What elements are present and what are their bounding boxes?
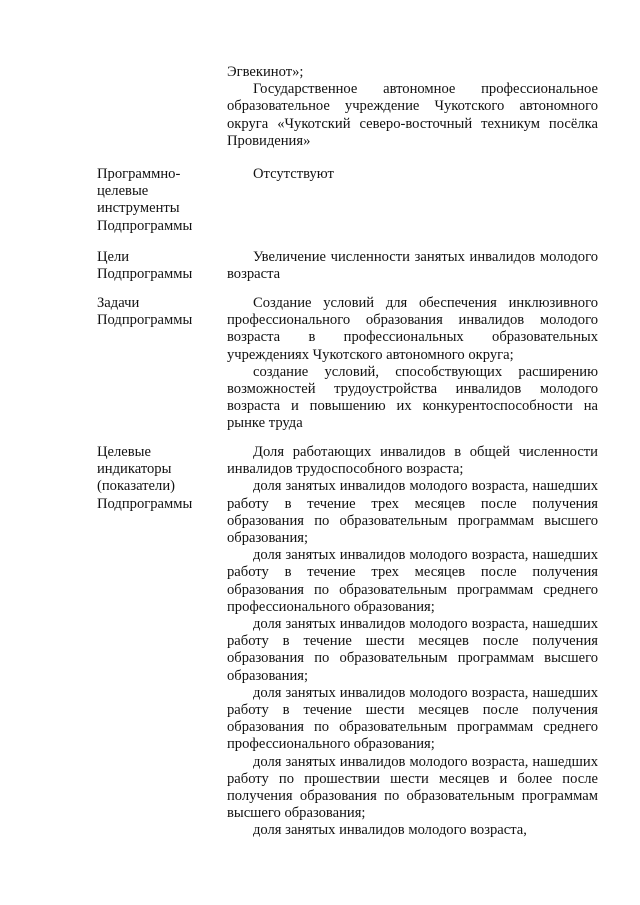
paragraph: Эгвекинот»; xyxy=(227,64,304,80)
row-label-line: Подпрограммы xyxy=(97,495,193,512)
row-label-line: Подпрограммы xyxy=(97,312,193,329)
paragraph: доля занятых инвалидов молодого возраста, нашедших работу в течение шести месяцев после получения образования по образовательным программам высшего образования; xyxy=(227,616,598,684)
paragraph: доля занятых инвалидов молодого возраста, нашедших работу в течение шести месяцев после получения образования по образовательным программам среднего профессионального образования; xyxy=(227,684,598,753)
row-content xyxy=(227,64,598,150)
row-content xyxy=(227,295,598,433)
row-label xyxy=(97,295,222,329)
row-label-line: инструменты xyxy=(97,200,180,217)
paragraph: Увеличение численности занятых инвалидов молодого возраста xyxy=(227,249,598,283)
row-label-line: Целевые xyxy=(97,444,151,460)
row-label-line: Подпрограммы xyxy=(97,217,193,234)
row-label-line: Подпрограммы xyxy=(97,266,193,283)
row-label xyxy=(97,249,222,283)
paragraph: Государственное автономное профессиональное образовательное учреждение Чукотского автономного округа «Чукотский северо-восточный техникум посёлка Провидения» xyxy=(227,81,598,149)
paragraph: доля занятых инвалидов молодого возраста, нашедших работу в течение трех месяцев после получения образования по образовательным программам среднего профессионального образования; xyxy=(227,547,598,615)
row-label-line: (показатели) xyxy=(97,478,175,495)
row-label-line: Задачи xyxy=(97,295,140,311)
row-label-line: индикаторы xyxy=(97,461,172,478)
paragraph: Создание условий для обеспечения инклюзивного профессионального образования инвалидов молодого возраста в профессиональных образовательных учреждениях Чукотского автономного округа; xyxy=(227,295,598,363)
paragraph: Отсутствуют xyxy=(253,166,334,182)
row-label-line: Программно- xyxy=(97,166,181,182)
row-content xyxy=(227,444,598,840)
row-content xyxy=(227,166,598,183)
paragraph: доля занятых инвалидов молодого возраста, нашедших работу в течение трех месяцев после получения образования по образовательным программам высшего образования; xyxy=(227,478,598,547)
row-label-line: Цели xyxy=(97,249,130,265)
paragraph: Доля работающих инвалидов в общей численности инвалидов трудоспособного возраста; xyxy=(227,444,598,478)
paragraph: доля занятых инвалидов молодого возраста, xyxy=(253,822,527,839)
row-label xyxy=(97,444,222,513)
paragraph: создание условий, способствующих расширению возможностей трудоустройства инвалидов молодого возраста и повышению их конкурентоспособности на рынке труда xyxy=(227,363,598,432)
row-label-line: целевые xyxy=(97,183,149,200)
row-content xyxy=(227,249,598,283)
row-label xyxy=(97,166,222,235)
paragraph: доля занятых инвалидов молодого возраста, нашедших работу по прошествии шести месяцев и более после получения образования по образовательным программам высшего образования; xyxy=(227,753,598,822)
